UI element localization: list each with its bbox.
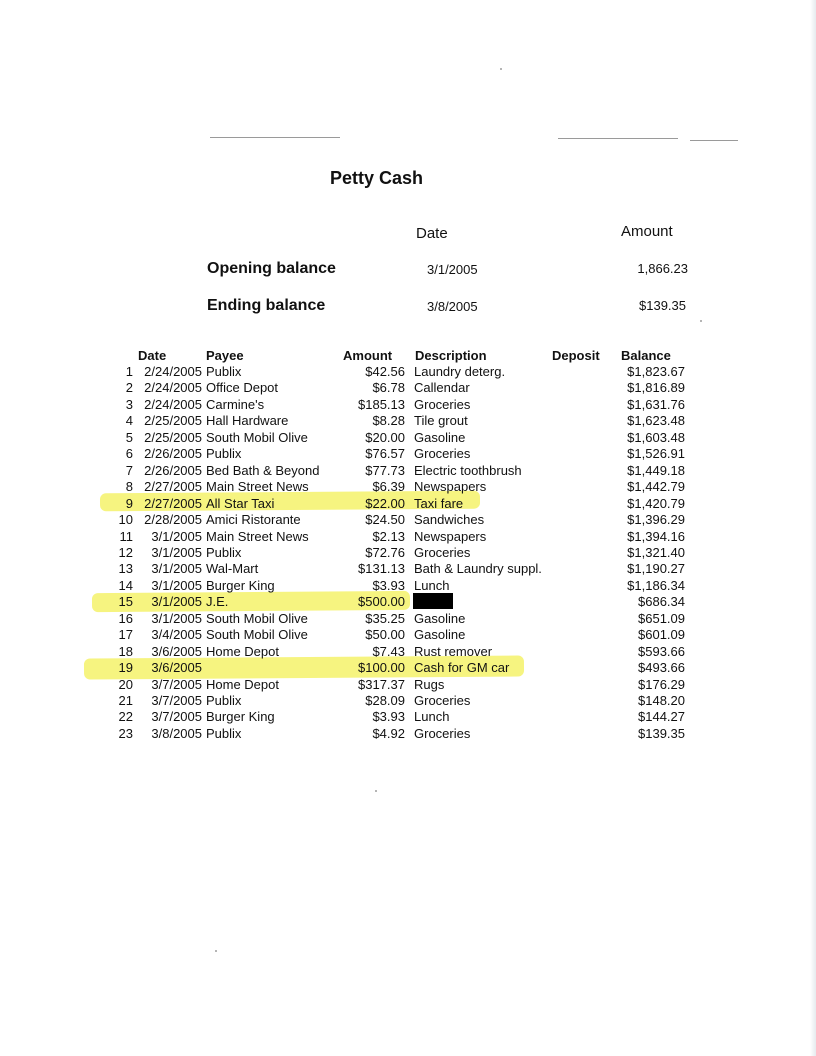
table-row xyxy=(0,479,816,495)
row-date: 2/26/2005 xyxy=(144,446,202,461)
column-header-deposit: Deposit xyxy=(552,348,600,363)
row-number: 9 xyxy=(125,496,133,511)
row-payee: Burger King xyxy=(206,578,275,593)
column-header-payee: Payee xyxy=(206,348,244,363)
row-date: 3/1/2005 xyxy=(151,578,202,593)
row-date: 2/27/2005 xyxy=(144,479,202,494)
row-description: Laundry deterg. xyxy=(414,364,506,379)
scan-artifact xyxy=(500,68,502,70)
table-row xyxy=(0,611,816,627)
row-number: 16 xyxy=(118,611,133,626)
row-number: 4 xyxy=(125,413,133,428)
table-row xyxy=(0,709,816,725)
row-payee: Office Depot xyxy=(206,380,279,395)
row-balance: $651.09 xyxy=(638,611,685,626)
row-amount: $22.00 xyxy=(365,496,405,511)
row-payee: Bed Bath & Beyond xyxy=(206,463,320,478)
row-number: 15 xyxy=(118,594,133,609)
row-date: 3/1/2005 xyxy=(151,545,202,560)
summary-amount-header: Amount xyxy=(621,223,673,240)
row-date: 2/24/2005 xyxy=(144,380,202,395)
row-amount: $2.13 xyxy=(372,529,405,544)
row-date: 3/1/2005 xyxy=(151,529,202,544)
row-number: 13 xyxy=(118,561,133,576)
row-balance: $1,449.18 xyxy=(627,463,685,478)
column-header-balance: Balance xyxy=(621,348,671,363)
row-balance: $1,186.34 xyxy=(627,578,685,593)
row-payee: Publix xyxy=(206,364,242,379)
row-description: Groceries xyxy=(414,446,471,461)
row-amount: $100.00 xyxy=(358,660,405,675)
row-balance: $593.66 xyxy=(638,644,685,659)
ending-balance-date: 3/8/2005 xyxy=(427,299,478,314)
row-number: 8 xyxy=(125,479,133,494)
row-date: 2/24/2005 xyxy=(144,397,202,412)
row-balance: $1,623.48 xyxy=(627,413,685,428)
row-payee: Home Depot xyxy=(206,644,279,659)
row-description: Groceries xyxy=(414,545,471,560)
row-balance: $1,442.79 xyxy=(627,479,685,494)
row-date: 3/6/2005 xyxy=(151,660,202,675)
scan-artifact xyxy=(690,140,738,141)
row-amount: $185.13 xyxy=(358,397,405,412)
row-number: 19 xyxy=(118,660,133,675)
row-balance: $1,321.40 xyxy=(627,545,685,560)
table-row xyxy=(0,397,816,413)
page-edge-shadow xyxy=(810,0,816,1056)
row-payee: Main Street News xyxy=(206,529,309,544)
row-amount: $42.56 xyxy=(365,364,405,379)
row-number: 20 xyxy=(118,677,133,692)
row-payee: Main Street News xyxy=(206,479,309,494)
row-description: Tile grout xyxy=(414,413,468,428)
row-balance: $144.27 xyxy=(638,709,685,724)
row-description: Groceries xyxy=(414,693,471,708)
row-amount: $28.09 xyxy=(365,693,405,708)
row-amount: $8.28 xyxy=(372,413,405,428)
opening-balance-amount: 1,866.23 xyxy=(637,261,688,276)
table-row xyxy=(0,561,816,577)
table-row xyxy=(0,660,816,676)
row-payee: Home Depot xyxy=(206,677,279,692)
ending-balance-label: Ending balance xyxy=(207,297,326,314)
row-date: 3/7/2005 xyxy=(151,693,202,708)
row-description: Cash for GM car xyxy=(414,660,510,675)
row-description: Taxi fare xyxy=(414,496,464,511)
row-date: 3/7/2005 xyxy=(151,709,202,724)
table-row xyxy=(0,430,816,446)
row-balance: $148.20 xyxy=(638,693,685,708)
row-number: 3 xyxy=(125,397,133,412)
row-number: 10 xyxy=(118,512,133,527)
table-row xyxy=(0,380,816,396)
row-payee: Publix xyxy=(206,726,242,741)
table-row xyxy=(0,627,816,643)
column-header-amount: Amount xyxy=(343,348,393,363)
row-balance: $1,526.91 xyxy=(627,446,685,461)
row-date: 3/7/2005 xyxy=(151,677,202,692)
row-date: 2/25/2005 xyxy=(144,413,202,428)
table-row xyxy=(0,578,816,594)
table-row xyxy=(0,677,816,693)
row-balance: $1,190.27 xyxy=(627,561,685,576)
column-header-description: Description xyxy=(415,348,487,363)
row-balance: $493.66 xyxy=(638,660,685,675)
row-description: Gasoline xyxy=(414,627,466,642)
redaction-bar xyxy=(413,593,453,609)
row-description: Callendar xyxy=(414,380,470,395)
row-number: 7 xyxy=(125,463,133,478)
row-description: Rugs xyxy=(414,677,445,692)
scan-artifact xyxy=(700,320,702,322)
table-row xyxy=(0,512,816,528)
table-row xyxy=(0,644,816,660)
table-row xyxy=(0,693,816,709)
row-number: 11 xyxy=(119,529,133,544)
table-row xyxy=(0,594,816,610)
row-payee: Hall Hardware xyxy=(206,413,289,428)
row-date: 2/28/2005 xyxy=(144,512,202,527)
row-description: Groceries xyxy=(414,397,471,412)
row-amount: $6.78 xyxy=(372,380,405,395)
table-row xyxy=(0,413,816,429)
row-number: 18 xyxy=(118,644,133,659)
row-balance: $1,396.29 xyxy=(627,512,685,527)
row-date: 2/27/2005 xyxy=(144,496,202,511)
row-balance: $1,420.79 xyxy=(627,496,685,511)
table-row xyxy=(0,726,816,742)
row-balance: $176.29 xyxy=(638,677,685,692)
row-amount: $3.93 xyxy=(372,709,405,724)
row-number: 14 xyxy=(118,578,133,593)
row-amount: $35.25 xyxy=(365,611,405,626)
row-description: Groceries xyxy=(414,726,471,741)
row-balance: $1,603.48 xyxy=(627,430,685,445)
row-amount: $4.92 xyxy=(372,726,405,741)
row-number: 21 xyxy=(118,693,133,708)
row-amount: $131.13 xyxy=(358,561,405,576)
row-amount: $20.00 xyxy=(365,430,405,445)
row-amount: $500.00 xyxy=(358,594,405,609)
row-amount: $76.57 xyxy=(365,446,405,461)
row-description: Newspapers xyxy=(414,529,487,544)
row-payee: Burger King xyxy=(206,709,275,724)
row-payee: Publix xyxy=(206,545,242,560)
page-title: Petty Cash xyxy=(330,168,424,188)
row-balance: $1,394.16 xyxy=(627,529,685,544)
row-balance: $1,631.76 xyxy=(627,397,685,412)
row-balance: $139.35 xyxy=(638,726,685,741)
scan-artifact xyxy=(215,950,217,952)
row-date: 3/4/2005 xyxy=(151,627,202,642)
row-date: 3/1/2005 xyxy=(151,611,202,626)
row-balance: $1,816.89 xyxy=(627,380,685,395)
row-amount: $317.37 xyxy=(358,677,405,692)
summary-date-header: Date xyxy=(416,225,448,242)
row-payee: Publix xyxy=(206,693,242,708)
column-header-date: Date xyxy=(138,348,167,363)
row-payee: South Mobil Olive xyxy=(206,627,308,642)
row-description: Lunch xyxy=(414,709,450,724)
row-description: Sandwiches xyxy=(414,512,485,527)
row-payee: South Mobil Olive xyxy=(206,430,308,445)
row-amount: $3.93 xyxy=(372,578,405,593)
row-date: 3/8/2005 xyxy=(151,726,202,741)
scan-artifact xyxy=(210,137,340,138)
table-row xyxy=(0,446,816,462)
row-number: 6 xyxy=(125,446,133,461)
row-balance: $686.34 xyxy=(638,594,685,609)
row-description: Electric toothbrush xyxy=(414,463,522,478)
row-number: 12 xyxy=(118,545,133,560)
row-payee: Amici Ristorante xyxy=(206,512,301,527)
row-description: Gasoline xyxy=(414,611,466,626)
table-row xyxy=(0,496,816,512)
opening-balance-date: 3/1/2005 xyxy=(427,262,478,277)
scan-artifact xyxy=(375,790,377,792)
row-description: Newspapers xyxy=(414,479,487,494)
row-payee: Carmine's xyxy=(206,397,265,412)
table-row xyxy=(0,364,816,380)
row-number: 17 xyxy=(118,627,133,642)
row-number: 22 xyxy=(118,709,133,724)
scan-artifact xyxy=(558,138,678,139)
row-number: 2 xyxy=(125,380,133,395)
row-date: 2/24/2005 xyxy=(144,364,202,379)
row-number: 23 xyxy=(118,726,133,741)
row-date: 3/1/2005 xyxy=(151,561,202,576)
row-description: Lunch xyxy=(414,578,450,593)
table-row xyxy=(0,545,816,561)
row-payee: All Star Taxi xyxy=(206,496,275,511)
row-date: 3/1/2005 xyxy=(151,594,202,609)
row-description: Bath & Laundry suppl. xyxy=(414,561,542,576)
row-number: 5 xyxy=(125,430,133,445)
row-amount: $24.50 xyxy=(365,512,405,527)
ending-balance-amount: $139.35 xyxy=(639,298,686,313)
table-row xyxy=(0,529,816,545)
row-payee: South Mobil Olive xyxy=(206,611,308,626)
row-date: 2/26/2005 xyxy=(144,463,202,478)
row-number: 1 xyxy=(125,364,133,379)
row-date: 3/6/2005 xyxy=(151,644,202,659)
table-row xyxy=(0,463,816,479)
row-payee: Publix xyxy=(206,446,242,461)
row-amount: $6.39 xyxy=(372,479,405,494)
row-amount: $50.00 xyxy=(365,627,405,642)
row-balance: $601.09 xyxy=(638,627,685,642)
row-payee: Wal-Mart xyxy=(206,561,259,576)
row-description: Gasoline xyxy=(414,430,466,445)
row-description: Rust remover xyxy=(414,644,493,659)
row-amount: $7.43 xyxy=(372,644,405,659)
row-balance: $1,823.67 xyxy=(627,364,685,379)
row-amount: $77.73 xyxy=(365,463,405,478)
row-payee: J.E. xyxy=(206,594,229,609)
row-amount: $72.76 xyxy=(365,545,405,560)
row-date: 2/25/2005 xyxy=(144,430,202,445)
opening-balance-label: Opening balance xyxy=(207,260,336,277)
